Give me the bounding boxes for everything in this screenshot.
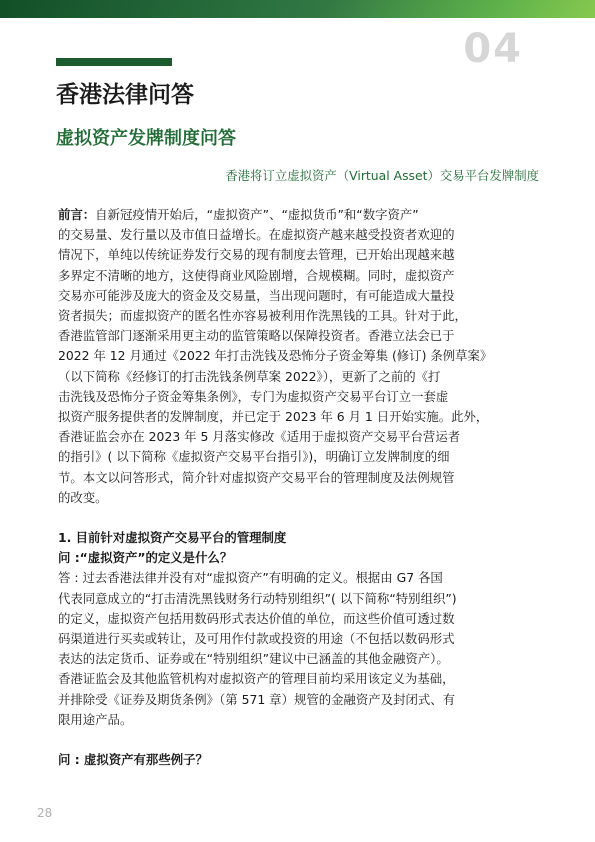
- answer-line: 的定义，虚拟资产包括用数码形式表达价值的单位，而这些价值可透过数: [58, 610, 455, 626]
- accent-line: [56, 58, 172, 66]
- intro-line: （以下简称《经修订的打击洗钱条例草案 2022》），更新了之前的《打: [58, 368, 441, 384]
- chapter-number: 04: [463, 26, 523, 72]
- intro-line: 香港监管部门逐渐采用更主动的监管策略以保障投资者。香港立法会已于: [58, 328, 455, 344]
- intro-line: 击洗钱及恐怖分子资金筹集条例》，专门为虚拟资产交易平台订立一套虚: [58, 388, 449, 404]
- answer-line: 并排除受《证券及期货条例》（第 571 章）规管的金融资产及封闭式、有: [58, 691, 456, 707]
- question-heading: 问 :“虚拟资产”的定义是什么？: [58, 550, 233, 566]
- banner-highlight: [0, 0, 595, 18]
- intro-line: 的交易量、发行量以及市值日益增长。在虚拟资产越来越受投资者欢迎的: [58, 227, 455, 243]
- intro-line: 前言：自新冠疫情开始后，“虚拟资产”、“虚拟货币”和“数字资产”: [58, 207, 419, 222]
- top-banner: [0, 0, 595, 18]
- intro-line: 拟资产服务提供者的发牌制度，并已定于 2023 年 6 月 1 日开始实施。此外，: [58, 409, 489, 425]
- intro-line: 的指引》( 以下简称《虚拟资产交易平台指引》)，明确订立发牌制度的细: [58, 449, 450, 465]
- intro-line: 情况下，单纯以传统证券发行交易的现有制度去管理，已开始出现越来越: [58, 247, 455, 263]
- answer-line: 限用途产品。: [58, 711, 133, 727]
- article-title: 虚拟资产发牌制度问答: [56, 128, 236, 149]
- answer-line: 香港证监会及其他监管机构对虚拟资产的管理目前均采用该定义为基础，: [58, 671, 455, 687]
- intro-line: 香港证监会亦在 2023 年 5 月落实修改《适用于虚拟资产交易平台营运者: [58, 429, 461, 445]
- intro-line: 节。本文以问答形式，简介针对虚拟资产交易平台的管理制度及法例规管: [58, 469, 455, 485]
- intro-line: 交易亦可能涉及庞大的资金及交易量，当出现问题时，有可能造成大量投: [58, 287, 455, 303]
- answer-line: 代表同意成立的“打击清洗黑钱财务行动特别组织”( 以下简称“特别组织”): [58, 590, 457, 606]
- intro-line: 2022 年 12 月通过《2022 年打击洗钱及恐怖分子资金筹集 (修订) 条例草案》: [58, 348, 493, 364]
- article-subtitle: 香港将订立虚拟资产（Virtual Asset）交易平台发牌制度: [225, 168, 539, 183]
- intro-line: 的改变。: [58, 489, 108, 505]
- section-title: 香港法律问答: [56, 82, 194, 108]
- intro-line: 多界定不清晰的地方，这使得商业风险剧增，合规模糊。同时，虚拟资产: [58, 267, 455, 283]
- intro-line: 资者损失；而虚拟资产的匿名性亦容易被利用作洗黑钱的工具。针对于此，: [58, 308, 467, 324]
- answer-line: 码渠道进行买卖或转让，及可用作付款或投资的用途（不包括以数码形式: [58, 631, 455, 647]
- footer-page-number: 28: [37, 806, 53, 820]
- article-body: [58, 205, 538, 770]
- section-heading: 1. 目前针对虚拟资产交易平台的管理制度: [58, 530, 287, 546]
- question-heading: 问 : 虚拟资产有那些例子？: [58, 752, 208, 768]
- answer-line: 表达的法定货币、证券或在“特别组织”建议中已涵盖的其他金融资产）。: [58, 651, 449, 667]
- intro-label: 前言：: [58, 207, 96, 222]
- answer-line: 答 : 过去香港法律并没有对“虚拟资产”有明确的定义。根据由 G7 各国: [58, 570, 443, 586]
